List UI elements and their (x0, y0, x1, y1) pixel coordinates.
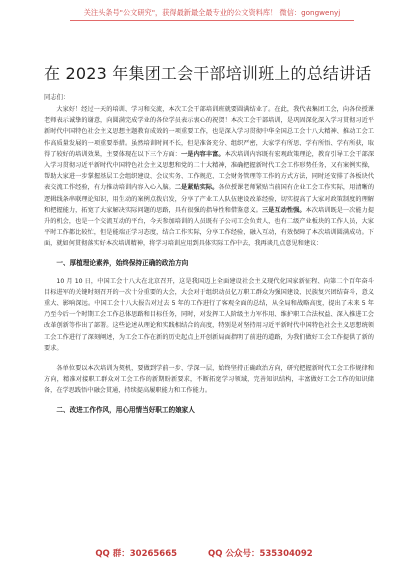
footer-contacts (0, 548, 408, 560)
section1-paragraph-1: 10 月 10 日，中国工会十八大在北京召开，这是我国迈上全面建设社会主义现代化国家新征程、向第二个百年奋斗目标进军的关键时刻召开的一次十分重要的大会，大会对于组织动员亿万职工群众为强国建设、民族复兴团结奋斗，意义重大、影响深远。中国工会十八大报告对过去 5 年的工作进行了客观全面的总结，从全局和战略高度，提出了未来 5 年乃至今后一个时期工会工作总体思路和目标任务，同时，对发挥工人阶级主力军作用、维护职工合法权益、深入推进工会改革创新等作出了部署。这些论述从理论和实践相结合的高度，特别是对坚持用习近平新时代中国特色社会主义思想统领工会工作进行了深刻阐述，为工会工作在新的历史起点上开创新局面指明了前进的道路，为我们做好工会工作提供了新的要求。 (44, 277, 374, 352)
intro-text-rest: 本次培训内容既有宏观政策理论，教育引导工会干部深入学习贯彻习近平新时代中国特色社会主义思想和党的二十大精神，准确把握新时代工会工作形势任务，又有案例实操，帮助大家进一步掌握基层工会组织建设、会议实务、工作规范、工会财务管理等工作的方式方法，同时还安排了各板块代表交流工作经验，有力推动培训内容入心入脑。 (44, 150, 375, 192)
highlight-two: 二是紧贴实际。 (174, 184, 219, 192)
source-banner (70, 8, 354, 21)
greeting: 同志们： (44, 94, 70, 101)
paragraph-three-text: 本次培训既是一次能力提升的机会，也是一个交流互动的平台，今天参加培训的人员既有子公司工会负责人，也有二级产业板块的工作人员，大家平时工作都比较忙，但是能端正学习态度，结合工作实际，分享工作经验，融入互动，有效保障了本次培训圆满成功。下面，就如何贯彻落实好本次培训精神，将学习培训应用到具体实际工作中去，我再谈几点意见和建议： (44, 206, 375, 248)
section1-paragraph-2: 各单位要以本次培训为契机，要做到学前一步、学深一层，始终坚持正确政治方向，研究把握新时代工会工作规律和方向，精准对接职工群众对工会工作的新期盼新要求，不断拓宽学习领域，完善知识结构，丰富做好工会工作的知识储备，在学思践悟中融会贯通，持续提高履职能力和工作能力。 (44, 365, 374, 395)
intro-paragraph (44, 104, 374, 250)
paragraph-two-text: 各位授课老师紧贴当前国有企业工会工作实际，用清晰的逻辑线条串联理论知识，用生动的案例点拨启发，分享了产业工人队伍建设改革经验，切实提高了大家对政策制度的理解和把握能力，拓宽了大家解决实际问题的思路，具有很强的指导性和借鉴意义。 (44, 184, 375, 214)
document-body (44, 104, 374, 423)
qq-official: QQ 公众号：535304092 (208, 549, 313, 559)
banner-divider (70, 20, 354, 21)
highlight-one: 一是内容丰富。 (181, 150, 225, 158)
qq-group: QQ 群：30265665 (95, 549, 178, 559)
document-title: 在 2023 年集团工会干部培训班上的总结讲话 (44, 64, 372, 83)
intro-text: 大家好！经过一天的培训、学习和交流，本次工会干部培训班就要圆满结业了。在此，我代表集团工会，向各位授课老师表示诚挚的谢意，向圆满完成学业的各位学员表示衷心的祝贺！本次工会干部培训，是巩固深化深入学习贯彻习近平新时代中国特色社会主义思想主题教育成效的一项重要工作，也是深入学习贯彻中华全国总工会十八大精神、推动工会工作高质量发展的一项重要举措。虽然培训时间不长，但是准备充分、组织严密，大家学有所思、学有所悟、学有所获，取得了较好的培训效果，主要体现在以下三个方面： (44, 106, 374, 158)
banner-text: 关注头条号"公文研究"，获得最新最全最专业的公文资料库！ 微信：gongwenyj (83, 8, 341, 17)
section-heading-1: 一、厚植理论素养，始终保持正确的政治方向 (56, 258, 189, 267)
section-heading-2: 二、改进工作作风，用心用情当好职工的娘家人 (56, 405, 195, 414)
highlight-three: 三是互动性强。 (261, 206, 306, 214)
